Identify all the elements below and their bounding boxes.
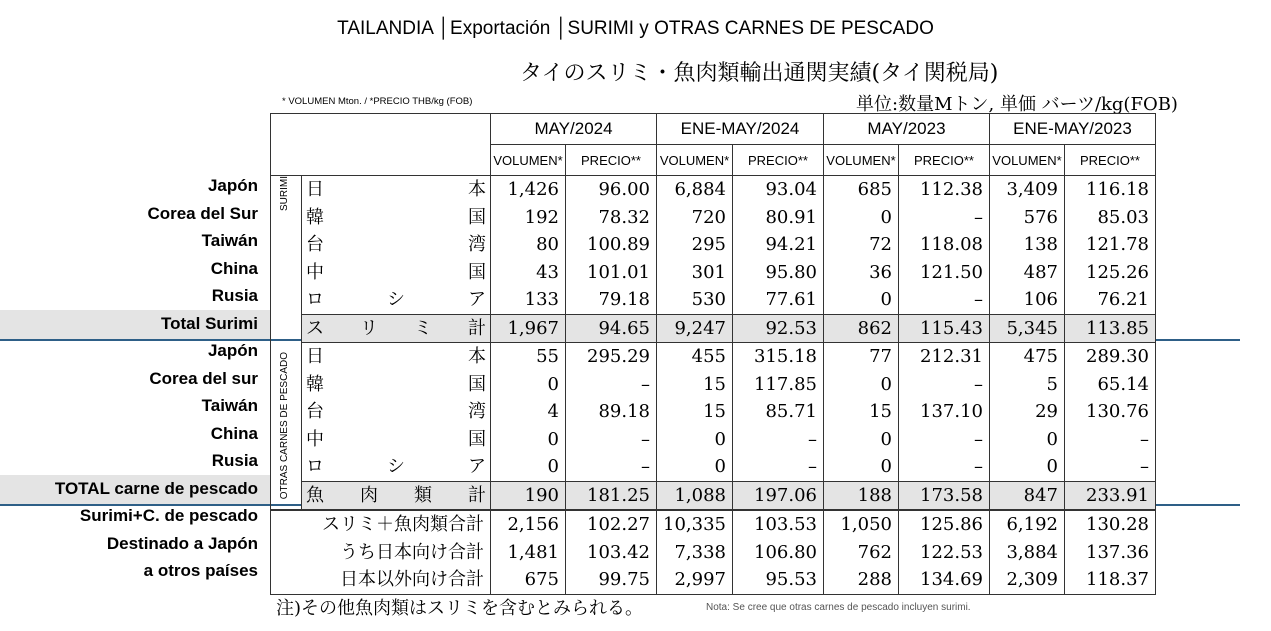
volume-cell: 720	[657, 204, 733, 232]
price-cell: 106.80	[732, 539, 823, 567]
price-cell: 95.80	[732, 259, 823, 287]
page-title: TAILANDIA │Exportación │SURIMI y OTRAS CARNES DE PESCADO	[337, 18, 934, 39]
volume-cell: 1,050	[823, 510, 898, 539]
volume-cell: 288	[823, 566, 898, 594]
row-label: a otros países	[143, 561, 258, 580]
volume-cell: 762	[823, 539, 898, 567]
price-cell: –	[898, 453, 989, 481]
volume-cell: 5,345	[989, 314, 1064, 343]
col-precio: PRECIO**	[898, 145, 989, 176]
volume-cell: 301	[657, 259, 733, 287]
price-cell: 116.18	[1064, 176, 1155, 204]
col-precio: PRECIO**	[566, 145, 657, 176]
price-cell: –	[1064, 426, 1155, 454]
row-label: Destinado a Japón	[106, 533, 258, 553]
price-cell: 130.76	[1064, 398, 1155, 426]
price-cell: 197.06	[732, 481, 823, 510]
volume-cell: 530	[657, 286, 733, 314]
volume-cell: 1,481	[491, 539, 566, 567]
price-cell: 117.85	[732, 371, 823, 399]
volume-cell: 0	[823, 426, 898, 454]
table-row	[271, 176, 1156, 204]
price-cell: 115.43	[898, 314, 989, 343]
price-cell: 121.50	[898, 259, 989, 287]
volume-cell: 188	[823, 481, 898, 510]
row-label: China	[210, 258, 258, 278]
side-label-otras: OTRAS CARNES DE PESCADO	[271, 343, 302, 511]
side-label-surimi: SURIMI	[271, 176, 302, 343]
row-label: Rusia	[211, 286, 258, 305]
price-cell: –	[732, 426, 823, 454]
volume-cell: 0	[823, 204, 898, 232]
table-row	[271, 539, 1156, 567]
volume-cell: 0	[823, 286, 898, 314]
volume-cell: 10,335	[657, 510, 733, 539]
price-cell: 121.78	[1064, 231, 1155, 259]
price-cell: 137.36	[1064, 539, 1155, 567]
price-cell: –	[898, 371, 989, 399]
footer-note-jp: 注)その他魚肉類はスリミを含むとみられる。	[276, 598, 644, 619]
volume-cell: 55	[491, 343, 566, 371]
japanese-name: ロ シ ア	[302, 286, 491, 314]
table-row	[271, 426, 1156, 454]
volume-cell: 4	[491, 398, 566, 426]
table-row	[271, 259, 1156, 287]
japanese-name: 台 湾	[302, 398, 491, 426]
price-cell: 77.61	[732, 286, 823, 314]
price-cell: 173.58	[898, 481, 989, 510]
volume-cell: 3,409	[989, 176, 1064, 204]
price-cell: 80.91	[732, 204, 823, 232]
japanese-name: うち日本向け合計	[271, 539, 491, 567]
volume-cell: 106	[989, 286, 1064, 314]
japanese-name: ス リ ミ 計	[302, 314, 491, 343]
volume-cell: 1,088	[657, 481, 733, 510]
col-precio: PRECIO**	[1064, 145, 1155, 176]
price-cell: 122.53	[898, 539, 989, 567]
volume-cell: 15	[657, 371, 733, 399]
volume-cell: 0	[989, 426, 1064, 454]
price-cell: 100.89	[566, 231, 657, 259]
row-label: Taiwán	[201, 396, 258, 415]
price-cell: 76.21	[1064, 286, 1155, 314]
row-label: Japón	[207, 176, 258, 195]
period-header: ENE-MAY/2023	[989, 114, 1155, 145]
units-note: * VOLUMEN Mton. / *PRECIO THB/kg (FOB)	[282, 96, 473, 107]
volume-cell: 133	[491, 286, 566, 314]
price-cell: 96.00	[566, 176, 657, 204]
table-row	[271, 481, 1156, 510]
volume-cell: 487	[989, 259, 1064, 287]
volume-cell: 6,192	[989, 510, 1064, 539]
price-cell: 78.32	[566, 204, 657, 232]
price-cell: 94.65	[566, 314, 657, 343]
price-cell: 295.29	[566, 343, 657, 371]
col-volumen: VOLUMEN*	[657, 145, 733, 176]
row-label: Rusia	[211, 451, 258, 470]
volume-cell: 2,997	[657, 566, 733, 594]
volume-cell: 15	[657, 398, 733, 426]
volume-cell: 138	[989, 231, 1064, 259]
row-labels	[0, 172, 258, 585]
volume-cell: 0	[491, 426, 566, 454]
volume-cell: 190	[491, 481, 566, 510]
volume-cell: 685	[823, 176, 898, 204]
table-row	[271, 510, 1156, 539]
price-cell: 315.18	[732, 343, 823, 371]
volume-cell: 5	[989, 371, 1064, 399]
price-cell: 79.18	[566, 286, 657, 314]
japanese-name: 日 本	[302, 343, 491, 371]
row-label: China	[210, 423, 258, 443]
volume-cell: 0	[491, 453, 566, 481]
volume-cell: 6,884	[657, 176, 733, 204]
table-row	[271, 286, 1156, 314]
price-cell: –	[898, 204, 989, 232]
volume-cell: 29	[989, 398, 1064, 426]
price-cell: 92.53	[732, 314, 823, 343]
period-header: ENE-MAY/2024	[657, 114, 824, 145]
table-row	[271, 566, 1156, 594]
volume-cell: 15	[823, 398, 898, 426]
japanese-name: ロ シ ア	[302, 453, 491, 481]
volume-cell: 0	[657, 453, 733, 481]
price-cell: 99.75	[566, 566, 657, 594]
row-label: Japón	[207, 341, 258, 360]
price-cell: 112.38	[898, 176, 989, 204]
price-cell: 89.18	[566, 398, 657, 426]
price-cell: 212.31	[898, 343, 989, 371]
row-label: Total Surimi	[161, 313, 258, 333]
japanese-name: 韓 国	[302, 371, 491, 399]
japanese-name: 日 本	[302, 176, 491, 204]
volume-cell: 77	[823, 343, 898, 371]
price-cell: 118.08	[898, 231, 989, 259]
table-row	[271, 231, 1156, 259]
volume-cell: 576	[989, 204, 1064, 232]
volume-cell: 455	[657, 343, 733, 371]
empty-corner	[271, 114, 491, 176]
japanese-name: 中 国	[302, 259, 491, 287]
footnote: Nota: Se cree que otras carnes de pescado incluyen surimi.	[706, 602, 971, 613]
japanese-name: スリミ＋魚肉類合計	[271, 510, 491, 539]
price-cell: 113.85	[1064, 314, 1155, 343]
table-row	[271, 204, 1156, 232]
volume-cell: 72	[823, 231, 898, 259]
volume-cell: 675	[491, 566, 566, 594]
volume-cell: 192	[491, 204, 566, 232]
volume-cell: 80	[491, 231, 566, 259]
volume-cell: 295	[657, 231, 733, 259]
col-volumen: VOLUMEN*	[491, 145, 566, 176]
price-cell: 94.21	[732, 231, 823, 259]
col-precio: PRECIO**	[732, 145, 823, 176]
japanese-name: 韓 国	[302, 204, 491, 232]
price-cell: 134.69	[898, 566, 989, 594]
volume-cell: 9,247	[657, 314, 733, 343]
price-cell: 85.71	[732, 398, 823, 426]
price-cell: –	[566, 453, 657, 481]
price-cell: 95.53	[732, 566, 823, 594]
row-label: Taiwán	[201, 231, 258, 250]
volume-cell: 0	[491, 371, 566, 399]
price-cell: 101.01	[566, 259, 657, 287]
row-label: TOTAL carne de pescado	[54, 478, 258, 498]
col-volumen: VOLUMEN*	[823, 145, 898, 176]
volume-cell: 862	[823, 314, 898, 343]
volume-cell: 36	[823, 259, 898, 287]
volume-cell: 1,967	[491, 314, 566, 343]
price-cell: 289.30	[1064, 343, 1155, 371]
period-header: MAY/2024	[491, 114, 657, 145]
volume-cell: 7,338	[657, 539, 733, 567]
japanese-name: 日本以外向け合計	[271, 566, 491, 594]
col-volumen: VOLUMEN*	[989, 145, 1064, 176]
price-cell: –	[732, 453, 823, 481]
volume-cell: 847	[989, 481, 1064, 510]
price-cell: 118.37	[1064, 566, 1155, 594]
price-cell: 93.04	[732, 176, 823, 204]
table-row	[271, 371, 1156, 399]
volume-cell: 2,156	[491, 510, 566, 539]
price-cell: –	[898, 286, 989, 314]
price-cell: –	[1064, 453, 1155, 481]
volume-cell: 3,884	[989, 539, 1064, 567]
price-cell: –	[898, 426, 989, 454]
price-cell: 103.42	[566, 539, 657, 567]
table-row	[271, 398, 1156, 426]
price-cell: 233.91	[1064, 481, 1155, 510]
price-cell: 125.26	[1064, 259, 1155, 287]
row-label: Corea del sur	[149, 368, 258, 388]
volume-cell: 0	[989, 453, 1064, 481]
volume-cell: 0	[823, 453, 898, 481]
price-cell: 103.53	[732, 510, 823, 539]
volume-cell: 0	[823, 371, 898, 399]
export-table	[270, 113, 1156, 595]
volume-cell: 0	[657, 426, 733, 454]
price-cell: 102.27	[566, 510, 657, 539]
price-cell: 125.86	[898, 510, 989, 539]
price-cell: 181.25	[566, 481, 657, 510]
japanese-name: 中 国	[302, 426, 491, 454]
volume-cell: 43	[491, 259, 566, 287]
japanese-units: 単位:数量Mトン, 単価 バーツ/kg(FOB)	[856, 94, 1178, 115]
table-row	[271, 453, 1156, 481]
price-cell: 137.10	[898, 398, 989, 426]
japanese-title: タイのスリミ・魚肉類輸出通関実績(タイ関税局)	[520, 61, 999, 86]
table-row	[271, 314, 1156, 343]
row-label: Corea del Sur	[147, 203, 258, 223]
japanese-name: 台 湾	[302, 231, 491, 259]
price-cell: 130.28	[1064, 510, 1155, 539]
price-cell: –	[566, 426, 657, 454]
period-header: MAY/2023	[823, 114, 989, 145]
row-label: Surimi+C. de pescado	[79, 506, 258, 525]
price-cell: 85.03	[1064, 204, 1155, 232]
table-row	[271, 343, 1156, 371]
volume-cell: 1,426	[491, 176, 566, 204]
volume-cell: 475	[989, 343, 1064, 371]
japanese-name: 魚 肉 類 計	[302, 481, 491, 510]
price-cell: –	[566, 371, 657, 399]
volume-cell: 2,309	[989, 566, 1064, 594]
price-cell: 65.14	[1064, 371, 1155, 399]
